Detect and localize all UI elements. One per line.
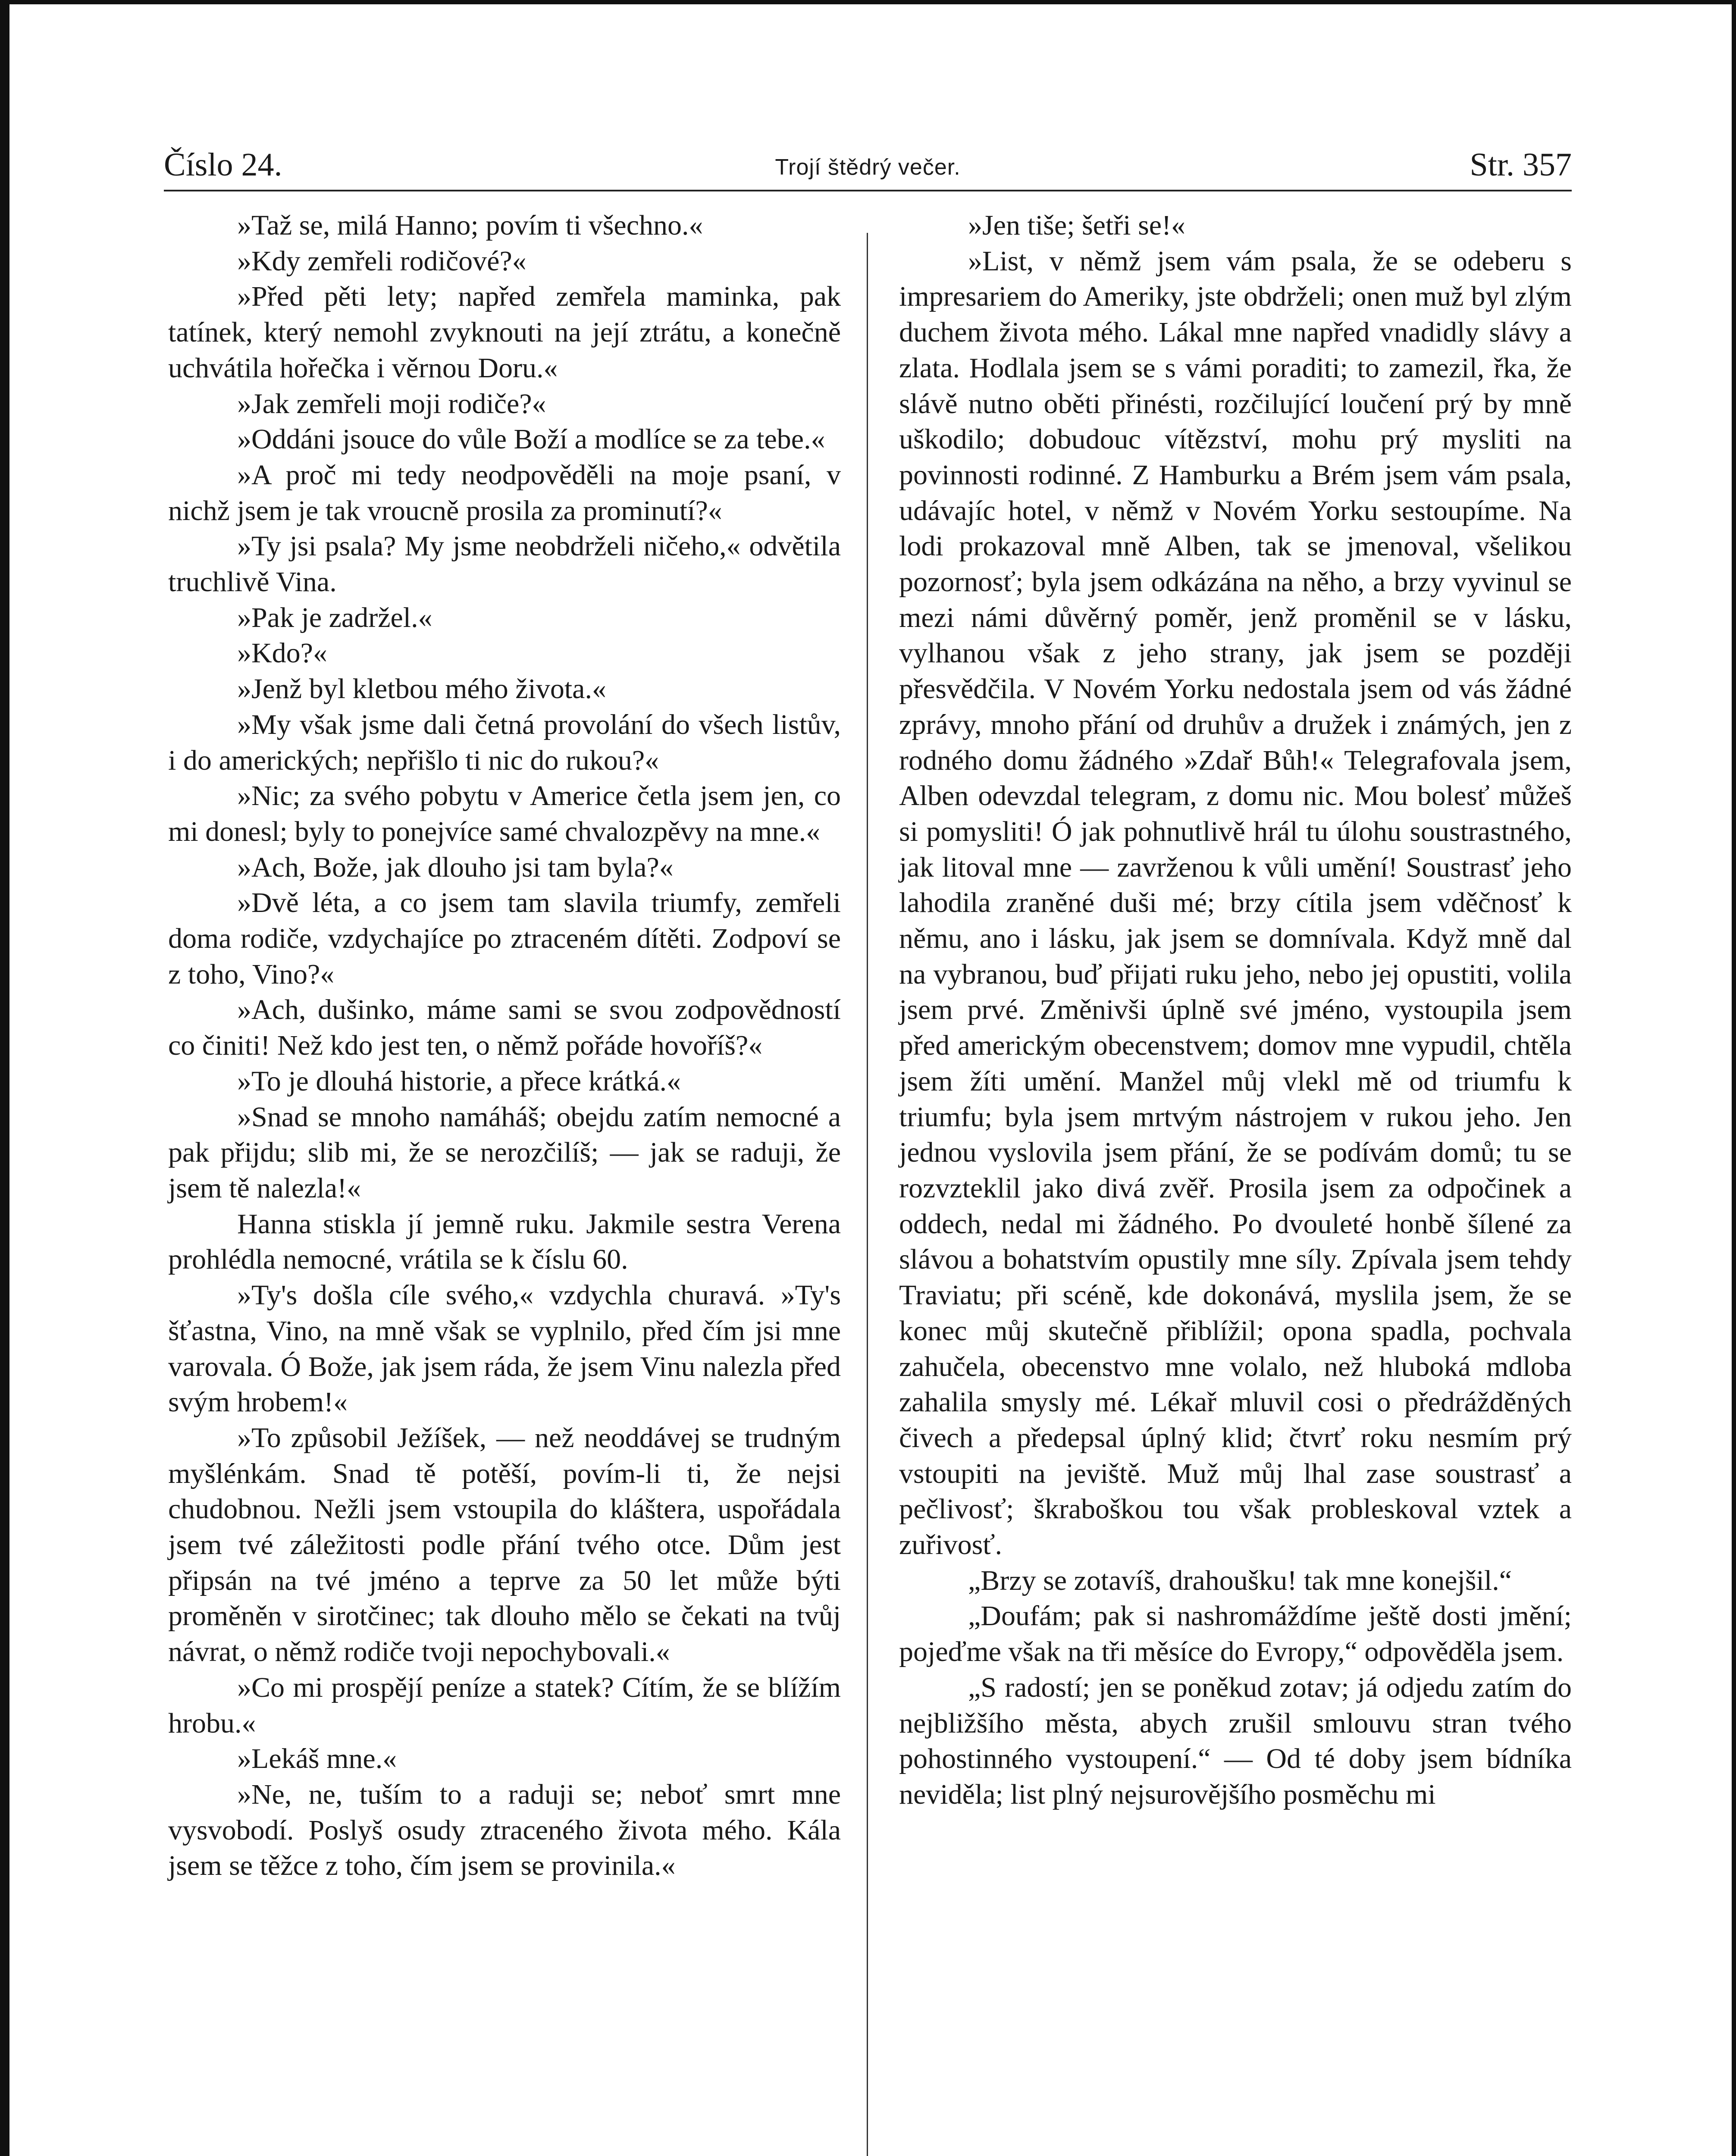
paragraph: »Ty jsi psala? My jsme neobdrželi ničeho,« odvětila truchlivě Vina. bbox=[168, 530, 841, 598]
paragraph: »Jenž byl kletbou mého života.« bbox=[237, 673, 606, 705]
paragraph: »Před pěti lety; napřed zemřela maminka, pak tatínek, který nemohl zvyknouti na její ztrátu, a konečně uchvátila hořečka i věrnou Doru.« bbox=[168, 281, 841, 384]
running-title: Trojí štědrý večer. bbox=[775, 155, 961, 180]
paragraph: »Snad se mnoho namáháš; obejdu zatím nemocné a pak přijdu; slib mi, že se nerozčilíš; — jak se raduji, že jsem tě nalezla!« bbox=[168, 1101, 841, 1204]
paragraph: »Ach, Bože, jak dlouho jsi tam byla?« bbox=[237, 851, 674, 883]
issue-number: Číslo 24. bbox=[164, 147, 282, 183]
paragraph: »My však jsme dali četná provolání do všech listův, i do amerických; nepřišlo ti nic do rukou?« bbox=[168, 708, 841, 776]
paragraph: »Jen tiše; šetři se!« bbox=[968, 210, 1186, 241]
paragraph: »Lekáš mne.« bbox=[237, 1743, 397, 1775]
paragraph: »Dvě léta, a co jsem tam slavila triumfy, zemřeli doma rodiče, vzdychajíce po ztraceném dítěti. Zodpoví se z toho, Vino?« bbox=[168, 887, 841, 990]
page-header bbox=[164, 142, 1572, 190]
paragraph: „Doufám; pak si nashromáždíme ještě dosti jmění; pojeďme však na tři měsíce do Evropy,“ odpověděla jsem. bbox=[899, 1600, 1572, 1668]
paragraph: »Kdy zemřeli rodičové?« bbox=[237, 245, 526, 277]
paragraph: »Jak zemřeli moji rodiče?« bbox=[237, 388, 546, 420]
paragraph: »Kdo?« bbox=[237, 637, 327, 669]
page-number: Str. 357 bbox=[1470, 147, 1572, 183]
paragraph: »A proč mi tedy neodpověděli na moje psaní, v nichž jsem je tak vroucně prosila za prominutí?« bbox=[168, 459, 841, 526]
paragraph: »Ach, dušinko, máme sami se svou zodpovědností co činiti! Než kdo jest ten, o němž pořáde hovoříš?« bbox=[168, 994, 841, 1062]
paragraph: »Co mi prospějí peníze a statek? Cítím, že se blížím hrobu.« bbox=[168, 1671, 841, 1739]
paragraph: »To způsobil Ježíšek, — než neoddávej se trudným myšlénkám. Snad tě potěší, povím-li ti, že nejsi chudobnou. Nežli jsem vstoupila do kláštera, uspořádala jsem tvé záležitosti podle přání tvého otce. Dům jest připsán na tvé jméno a teprve za 50 let může býti proměněn v sirotčinec; tak dlouho mělo se čekati na tvůj návrat, o němž rodiče tvoji nepochybovali.« bbox=[168, 1422, 841, 1668]
left-column bbox=[168, 208, 841, 1884]
paragraph: „Brzy se zotavíš, drahoušku! tak mne konejšil.“ bbox=[968, 1564, 1512, 1596]
column-divider bbox=[867, 233, 868, 2156]
paragraph: »Ty's došla cíle svého,« vzdychla churavá. »Ty's šťastna, Vino, na mně však se vyplnilo, před čím jsi mne varovala. Ó Bože, jak jsem ráda, že jsem Vinu nalezla před svým hrobem!« bbox=[168, 1279, 841, 1418]
right-column bbox=[899, 208, 1572, 1813]
paragraph: „S radostí; jen se poněkud zotav; já odjedu zatím do nejbližšího města, abych zrušil smlouvu stran tvého pohostinného vystoupení.“ — Od té doby jsem bídníka neviděla; list plný nejsurovějšího posměchu mi bbox=[899, 1671, 1572, 1810]
paragraph: »To je dlouhá historie, a přece krátká.« bbox=[237, 1065, 681, 1097]
paragraph: »Nic; za svého pobytu v Americe četla jsem jen, co mi donesl; byly to ponejvíce samé chvalozpěvy na mne.« bbox=[168, 780, 841, 847]
paragraph: »Oddáni jsouce do vůle Boží a modlíce se za tebe.« bbox=[237, 423, 825, 455]
paragraph: »Taž se, milá Hanno; povím ti všechno.« bbox=[237, 210, 703, 241]
header-rule bbox=[164, 190, 1572, 191]
paragraph: Hanna stiskla jí jemně ruku. Jakmile sestra Verena prohlédla nemocné, vrátila se k číslu 60. bbox=[168, 1208, 841, 1275]
paragraph: »Pak je zadržel.« bbox=[237, 602, 432, 633]
paragraph: »Ne, ne, tuším to a raduji se; neboť smrt mne vysvobodí. Poslyš osudy ztraceného života mého. Kála jsem se těžce z toho, čím jsem se provinila.« bbox=[168, 1778, 841, 1882]
paragraph: »List, v němž jsem vám psala, že se odeberu s impresariem do Ameriky, jste obdrželi; onen muž byl zlým duchem života mého. Lákal mne napřed vnadidly slávy a zlata. Hodlala jsem se s vámi poraditi; to zamezil, řka, že slávě nutno oběti přinésti, rozčilující loučení prý by mně uškodilo; dobudouc vítězství, mohu prý mysliti na povinnosti rodinné. Z Hamburku a Brém jsem vám psala, udávajíc hotel, v němž v Novém Yorku sestoupíme. Na lodi prokazoval mně Alben, tak se jmenoval, všelikou pozornosť; byla jsem odkázána na něho, a brzy vyvinul se mezi námi důvěrný poměr, jenž proměnil se v lásku, vylhanou však z jeho strany, jak jsem se později přesvědčila. V Novém Yorku nedostala jsem od vás žádné zprávy, mnoho přání od druhův a družek i známých, jen z rodného domu žádného »Zdař Bůh!« Telegrafovala jsem, Alben odevzdal telegram, z domu nic. Mou bolesť můžeš si pomysliti! Ó jak pohnutlivě hrál tu úlohu soustrastného, jak litoval mne — zavrženou k vůli umění! Soustrasť jeho lahodila zraněné duši mé; brzy cítila jsem vděčnosť k němu, ano i lásku, jak jsem se domnívala. Když mně dal na vybranou, buď přijati ruku jeho, nebo jej opustiti, volila jsem prvé. Změnivši úplně své jméno, vystoupila jsem před americkým obecenstvem; domov mne vypudil, chtěla jsem žíti umění. Manžel můj vlekl mě od triumfu k triumfu; byla jsem mrtvým nástrojem v rukou jeho. Jen jednou vyslovila jsem přání, že se podívám domů; tu se rozvzteklil jako divá zvěř. Prosila jsem za odpočinek a oddech, nedal mi žádného. Po dvouleté honbě šílené za slávou a bohatstvím opustily mne síly. Zpívala jsem tehdy Traviatu; při scéně, kde dokonává, myslila jsem, že se konec můj skutečně přiblížil; opona spadla, pochvala zahučela, obecenstvo mne volalo, než hluboká mdloba zahalila smysly mé. Lékař mluvil cosi o předrážděných čivech a předepsal úplný klid; čtvrť roku nesmím prý vstoupiti na jeviště. Muž můj lhal zase soustrasť a pečlivosť; škraboškou tou však probleskoval vztek a zuřivosť. bbox=[899, 245, 1572, 1561]
